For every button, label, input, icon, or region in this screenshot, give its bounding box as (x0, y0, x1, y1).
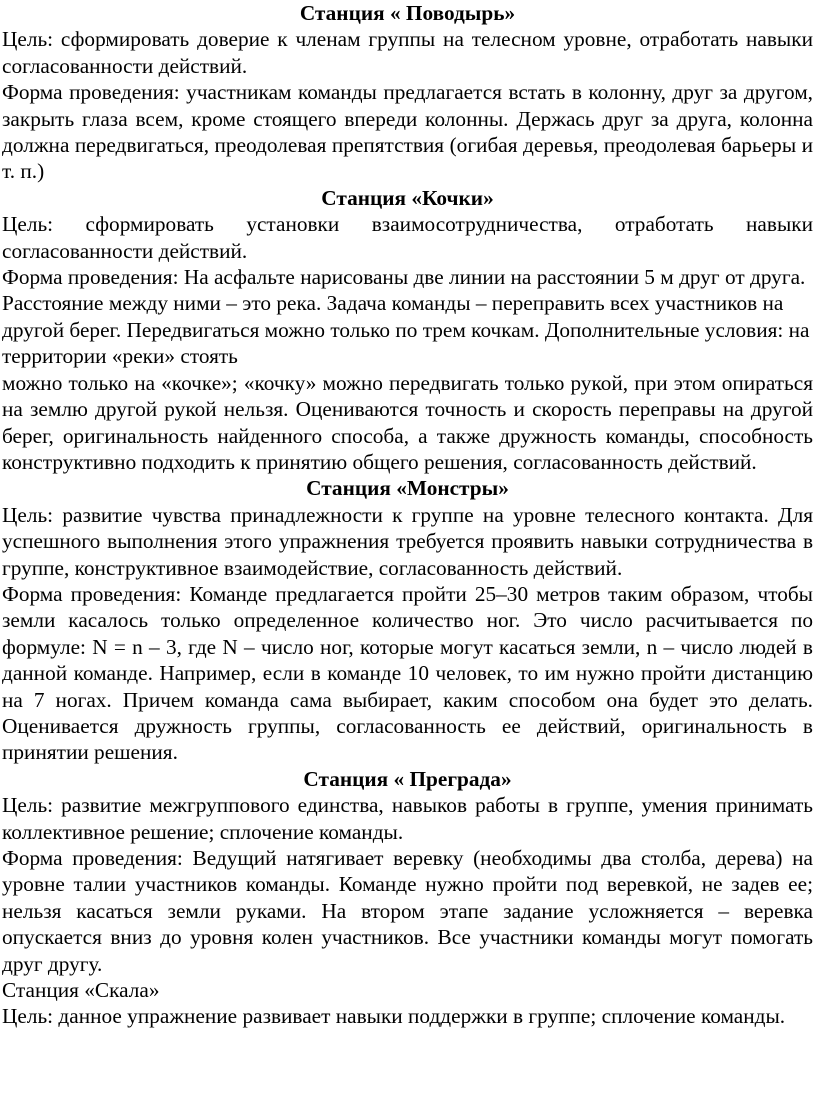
section-form-monstry: Форма проведения: Команде предлагается пройти 25–30 метров таким образом, чтобы земли касалось только определенное количество ног. Это число расчитывается по формуле: N = n – 3, где N – число ног, которые могут касаться земли, n – число людей в данной команде. Например, если в команде 10 человек, то им нужно пройти дистанцию на 7 ногах. Причем команда сама выбирает, каким способом она будет это делать. Оценивается дружность группы, согласованность ее действий, оригинальность в принятии решения. (2, 581, 813, 765)
section-form-pregrada: Форма проведения: Ведущий натягивает веревку (необходимы два столба, дерева) на уровне талии участников команды. Команде нужно пройти под веревкой, не задев ее; нельзя касаться земли руками. На втором этапе задание усложняется – веревка опускается вниз до уровня колен участников. Все участники команды могут помогать друг другу. (2, 846, 813, 976)
section-goal-skala: Цель: данное упражнение развивает навыки поддержки в группе; сплочение команды. (2, 1004, 786, 1029)
section-goal-monstry: Цель: развитие чувства принадлежности к группе на уровне телесного контакта. Для успешного выполнения этого упражнения требуется проявить навыки сотрудничества в группе, конструктивное взаимодействие, согласованность действий. (2, 502, 813, 580)
section-goal-pregrada: Цель: развитие межгруппового единства, навыков работы в группе, умения принимать коллективное решение; сплочение команды. (2, 793, 813, 844)
section-title-povodyr: Станция « Поводырь» (299, 1, 516, 25)
section-form-kochki-continued: можно только на «кочке»; «кочку» можно передвигать только рукой, при этом опираться на землю другой рукой нельзя. Оцениваются точность и скорость переправы на другой берег, оригинальность найденного способа, а также дружность команды, способность конструктивно подходить к принятию общего решения, согласованность действий. (2, 370, 813, 474)
section-goal-kochki: Цель: сформировать установки взаимосотрудничества, отработать навыки согласованности действий. (2, 212, 813, 263)
section-title-pregrada: Станция « Преграда» (303, 766, 512, 791)
section-title-kochki: Станция «Кочки» (321, 185, 494, 210)
section-form-kochki: Форма проведения: На асфальте нарисованы две линии на расстоянии 5 м друг от друга. Расстояние между ними – это река. Задача команды – переправить всех участников на другой берег. Передвигаться можно только по трем кочкам. Дополнительные условия: на территории «реки» стоять (2, 265, 810, 369)
section-title-monstry: Станция «Монстры» (306, 476, 509, 501)
section-goal-povodyr: Цель: сформировать доверие к членам группы на телесном уровне, отработать навыки согласованности действий. (2, 27, 813, 78)
section-form-povodyr: Форма проведения: участникам команды предлагается встать в колонну, друг за другом, закрыть глаза всем, кроме стоящего впереди колонны. Держась друг за друга, колонна должна передвигаться, преодолевая препятствия (огибая деревья, преодолевая барьеры и т. п.) (2, 80, 813, 184)
section-title-skala: Станция «Скала» (2, 978, 160, 1003)
